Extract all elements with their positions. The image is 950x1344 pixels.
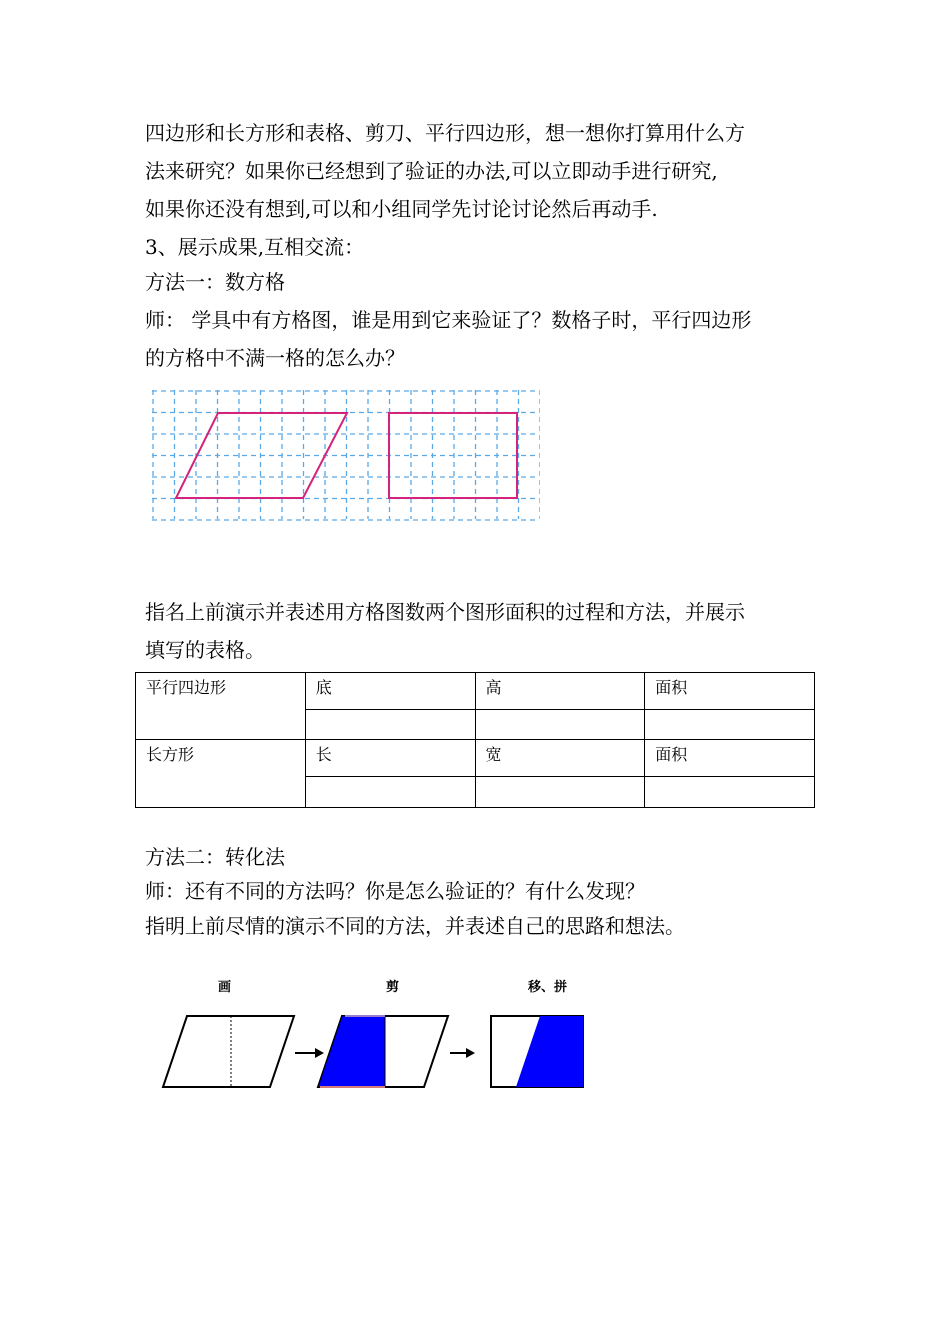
method-two-question: 师：还有不同的方法吗？你是怎么验证的？有什么发现？ xyxy=(145,879,645,903)
paragraph-line-2: 法来研究？如果你已经想到了验证的办法,可以立即动手进行研究, xyxy=(145,159,718,183)
base-value-cell[interactable] xyxy=(305,710,475,740)
method-two-heading: 方法二：转化法 xyxy=(145,845,285,869)
rectangle-label-cell: 长方形 xyxy=(136,740,306,808)
arrow-2-head-icon xyxy=(466,1048,475,1058)
transform-figure xyxy=(155,1005,595,1095)
base-header-cell: 底 xyxy=(305,673,475,710)
method-two-instruction: 指明上前尽情的演示不同的方法，并表述自己的思路和想法。 xyxy=(145,914,685,938)
drawn-parallelogram xyxy=(163,1016,294,1087)
length-value-cell[interactable] xyxy=(305,777,475,808)
teacher-question-line-1: 师： 学具中有方格图，谁是用到它来验证了？数格子时，平行四边形 xyxy=(145,308,752,332)
demo-line-1: 指名上前演示并表述用方格图数两个图形面积的过程和方法，并展示 xyxy=(145,600,745,624)
width-header-cell: 宽 xyxy=(475,740,645,777)
width-value-cell[interactable] xyxy=(475,777,645,808)
paragraph-line-3: 如果你还没有想到,可以和小组同学先讨论讨论然后再动手. xyxy=(145,197,658,221)
parallelogram-area-header-cell: 面积 xyxy=(645,673,815,710)
rectangle-area-value-cell[interactable] xyxy=(645,777,815,808)
method-one-heading: 方法一：数方格 xyxy=(145,270,285,294)
grid-figure xyxy=(148,386,540,522)
length-header-cell: 长 xyxy=(305,740,475,777)
height-value-cell[interactable] xyxy=(475,710,645,740)
parallelogram-label-cell: 平行四边形 xyxy=(136,673,306,740)
draw-step-label: 画 xyxy=(218,980,232,995)
section-heading-3: 3、展示成果,互相交流： xyxy=(145,235,365,259)
parallelogram-area-value-cell[interactable] xyxy=(645,710,815,740)
area-table xyxy=(135,672,815,808)
demo-line-2: 填写的表格。 xyxy=(145,638,265,662)
arrow-1-head-icon xyxy=(315,1048,324,1058)
table-row xyxy=(136,673,815,710)
move-join-step-label: 移、拼 xyxy=(528,980,568,995)
grid-lines xyxy=(152,390,540,520)
teacher-question-line-2: 的方格中不满一格的怎么办？ xyxy=(145,346,405,370)
table-row xyxy=(136,740,815,777)
paragraph-line-1: 四边形和长方形和表格、剪刀、平行四边形，想一想你打算用什么方 xyxy=(145,121,745,145)
rectangle-area-header-cell: 面积 xyxy=(645,740,815,777)
cut-step-label: 剪 xyxy=(386,980,400,995)
height-header-cell: 高 xyxy=(475,673,645,710)
cut-blue-piece xyxy=(318,1016,385,1087)
